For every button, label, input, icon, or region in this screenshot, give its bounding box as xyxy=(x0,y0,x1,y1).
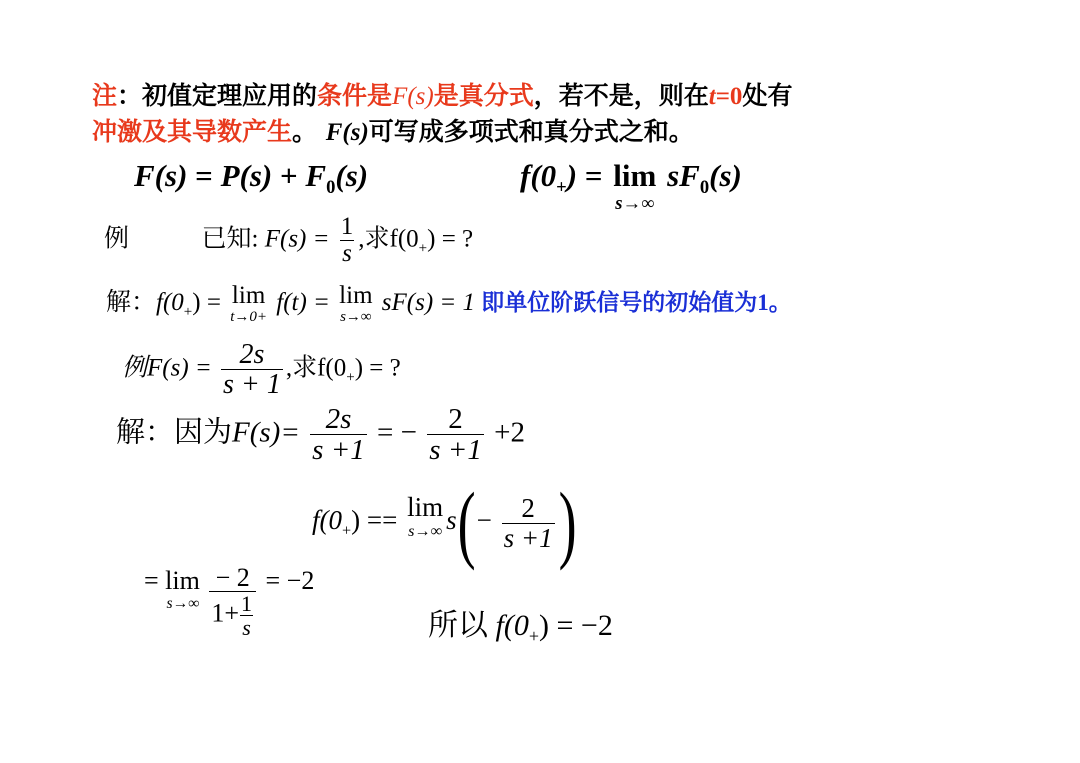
note-Fs-2: F(s) xyxy=(325,119,369,146)
step3-lim: = lim s→∞ xyxy=(144,566,200,612)
conclusion xyxy=(428,600,613,647)
solution2-tail: +2 xyxy=(494,416,525,449)
example2-ask-end: ) = ? xyxy=(354,354,401,382)
note-condition: 条件是 xyxy=(317,81,393,110)
formula2-lim: lim s→∞ xyxy=(613,158,657,214)
formula1-P: P(s) xyxy=(220,158,273,193)
step2-rparen: ) xyxy=(558,475,577,571)
note-label: 注 xyxy=(92,81,118,110)
note-text-3: 处有 xyxy=(742,81,793,110)
step2-s: s xyxy=(446,505,457,536)
formula2-sub: 0 xyxy=(699,177,710,199)
step2-eq: ) == xyxy=(351,505,398,536)
formula2-lhs-sub: + xyxy=(556,177,567,199)
solution1-f0: f(0 xyxy=(156,289,184,316)
step2-minus: − xyxy=(476,505,492,536)
solution2-fraction-2: $\frac{2}{s +1}$ xyxy=(429,403,482,467)
conclusion-result: ) = −2 xyxy=(538,609,613,642)
example1-sub: + xyxy=(418,240,428,257)
conclusion-sub: + xyxy=(528,626,539,646)
example-1 xyxy=(104,214,473,268)
formula2-sF: sF xyxy=(667,158,700,193)
example1-given: 已知: xyxy=(201,225,259,253)
note-punct: 。 xyxy=(292,117,326,146)
solution1-sFs: sF(s) = 1 xyxy=(381,289,476,316)
example1-fraction: $\frac{1}{s}$ xyxy=(340,213,354,268)
note-text-2: ，若不是，则在 xyxy=(533,81,709,110)
example-2 xyxy=(122,340,401,400)
formula-decomposition: $F(s) = P(s) + F_0(s)$ xyxy=(134,158,369,199)
note-text-4: 可写成多项式和真分式之和。 xyxy=(368,117,694,146)
solution1-comment: 即单位阶跃信号的初始值为1。 xyxy=(481,290,792,315)
formula2-lhs: f(0 xyxy=(520,158,557,193)
solution-2 xyxy=(116,404,525,466)
example1-ask: ,求f(0 xyxy=(358,225,419,253)
note-proper-fraction: 是真分式 xyxy=(433,81,534,110)
example1-label: 例 xyxy=(104,225,130,253)
note-eq0: =0 xyxy=(715,83,743,110)
example2-fraction: $\frac{2s}{s + 1}$ xyxy=(223,339,281,401)
step-2 xyxy=(312,475,578,571)
step2-lim: lim s→∞ xyxy=(407,492,444,540)
solution2-eq: = − xyxy=(377,416,417,449)
solution1-lim-s: lim s→∞ xyxy=(339,282,373,325)
conclusion-label: 所以 xyxy=(428,609,488,642)
note-text-1: ：初值定理应用的 xyxy=(117,81,318,110)
example2-sub: + xyxy=(346,369,355,386)
step2-sub: + xyxy=(342,521,352,540)
note-Fs: F(s) xyxy=(392,83,434,110)
solution1-eq: ) = xyxy=(192,289,221,316)
formula1-F0: F xyxy=(305,158,327,193)
solution-1 xyxy=(106,282,792,326)
note-line-1 xyxy=(92,76,792,112)
step3-result: = −2 xyxy=(265,566,315,595)
example2-ask: ,求f(0 xyxy=(285,354,347,382)
step2-f0: f(0 xyxy=(312,505,342,536)
solution1-ft: f(t) = xyxy=(276,289,330,316)
example1-F: F(s) = xyxy=(264,225,330,253)
note-t: t xyxy=(708,83,716,110)
example1-ask-end: ) = ? xyxy=(427,225,474,253)
step2-fraction: $\frac{2}{s +1}$ xyxy=(503,493,553,553)
formula1-F0-arg: (s) xyxy=(335,158,369,193)
step2-lparen: ( xyxy=(457,475,476,571)
formula2-arg: (s) xyxy=(709,158,742,193)
formula1-F0-sub: 0 xyxy=(326,177,336,199)
example2-label: 例F(s) = xyxy=(122,354,212,382)
solution2-fraction-1: $\frac{2s}{s +1}$ xyxy=(312,403,365,467)
formula1-lhs: F(s) xyxy=(134,158,188,193)
step3-fraction: − 2 1+ $\frac{1}{s}$ xyxy=(209,564,256,639)
note-impulse: 冲激及其导数产生 xyxy=(92,117,293,146)
solution1-label: 解： xyxy=(106,289,157,316)
step-3 xyxy=(144,563,315,641)
conclusion-f0: f(0 xyxy=(495,609,529,642)
solution2-F: F(s)= xyxy=(232,416,300,449)
solution1-lim-t: lim t→0+ xyxy=(230,282,267,325)
note-line-2 xyxy=(92,112,694,148)
solution1-sub: + xyxy=(183,304,193,320)
formula-initial-value: $f(0_+)$ = lim s→∞ $sF_0(s)$ xyxy=(520,158,742,214)
solution2-label: 解：因为 xyxy=(116,416,233,449)
